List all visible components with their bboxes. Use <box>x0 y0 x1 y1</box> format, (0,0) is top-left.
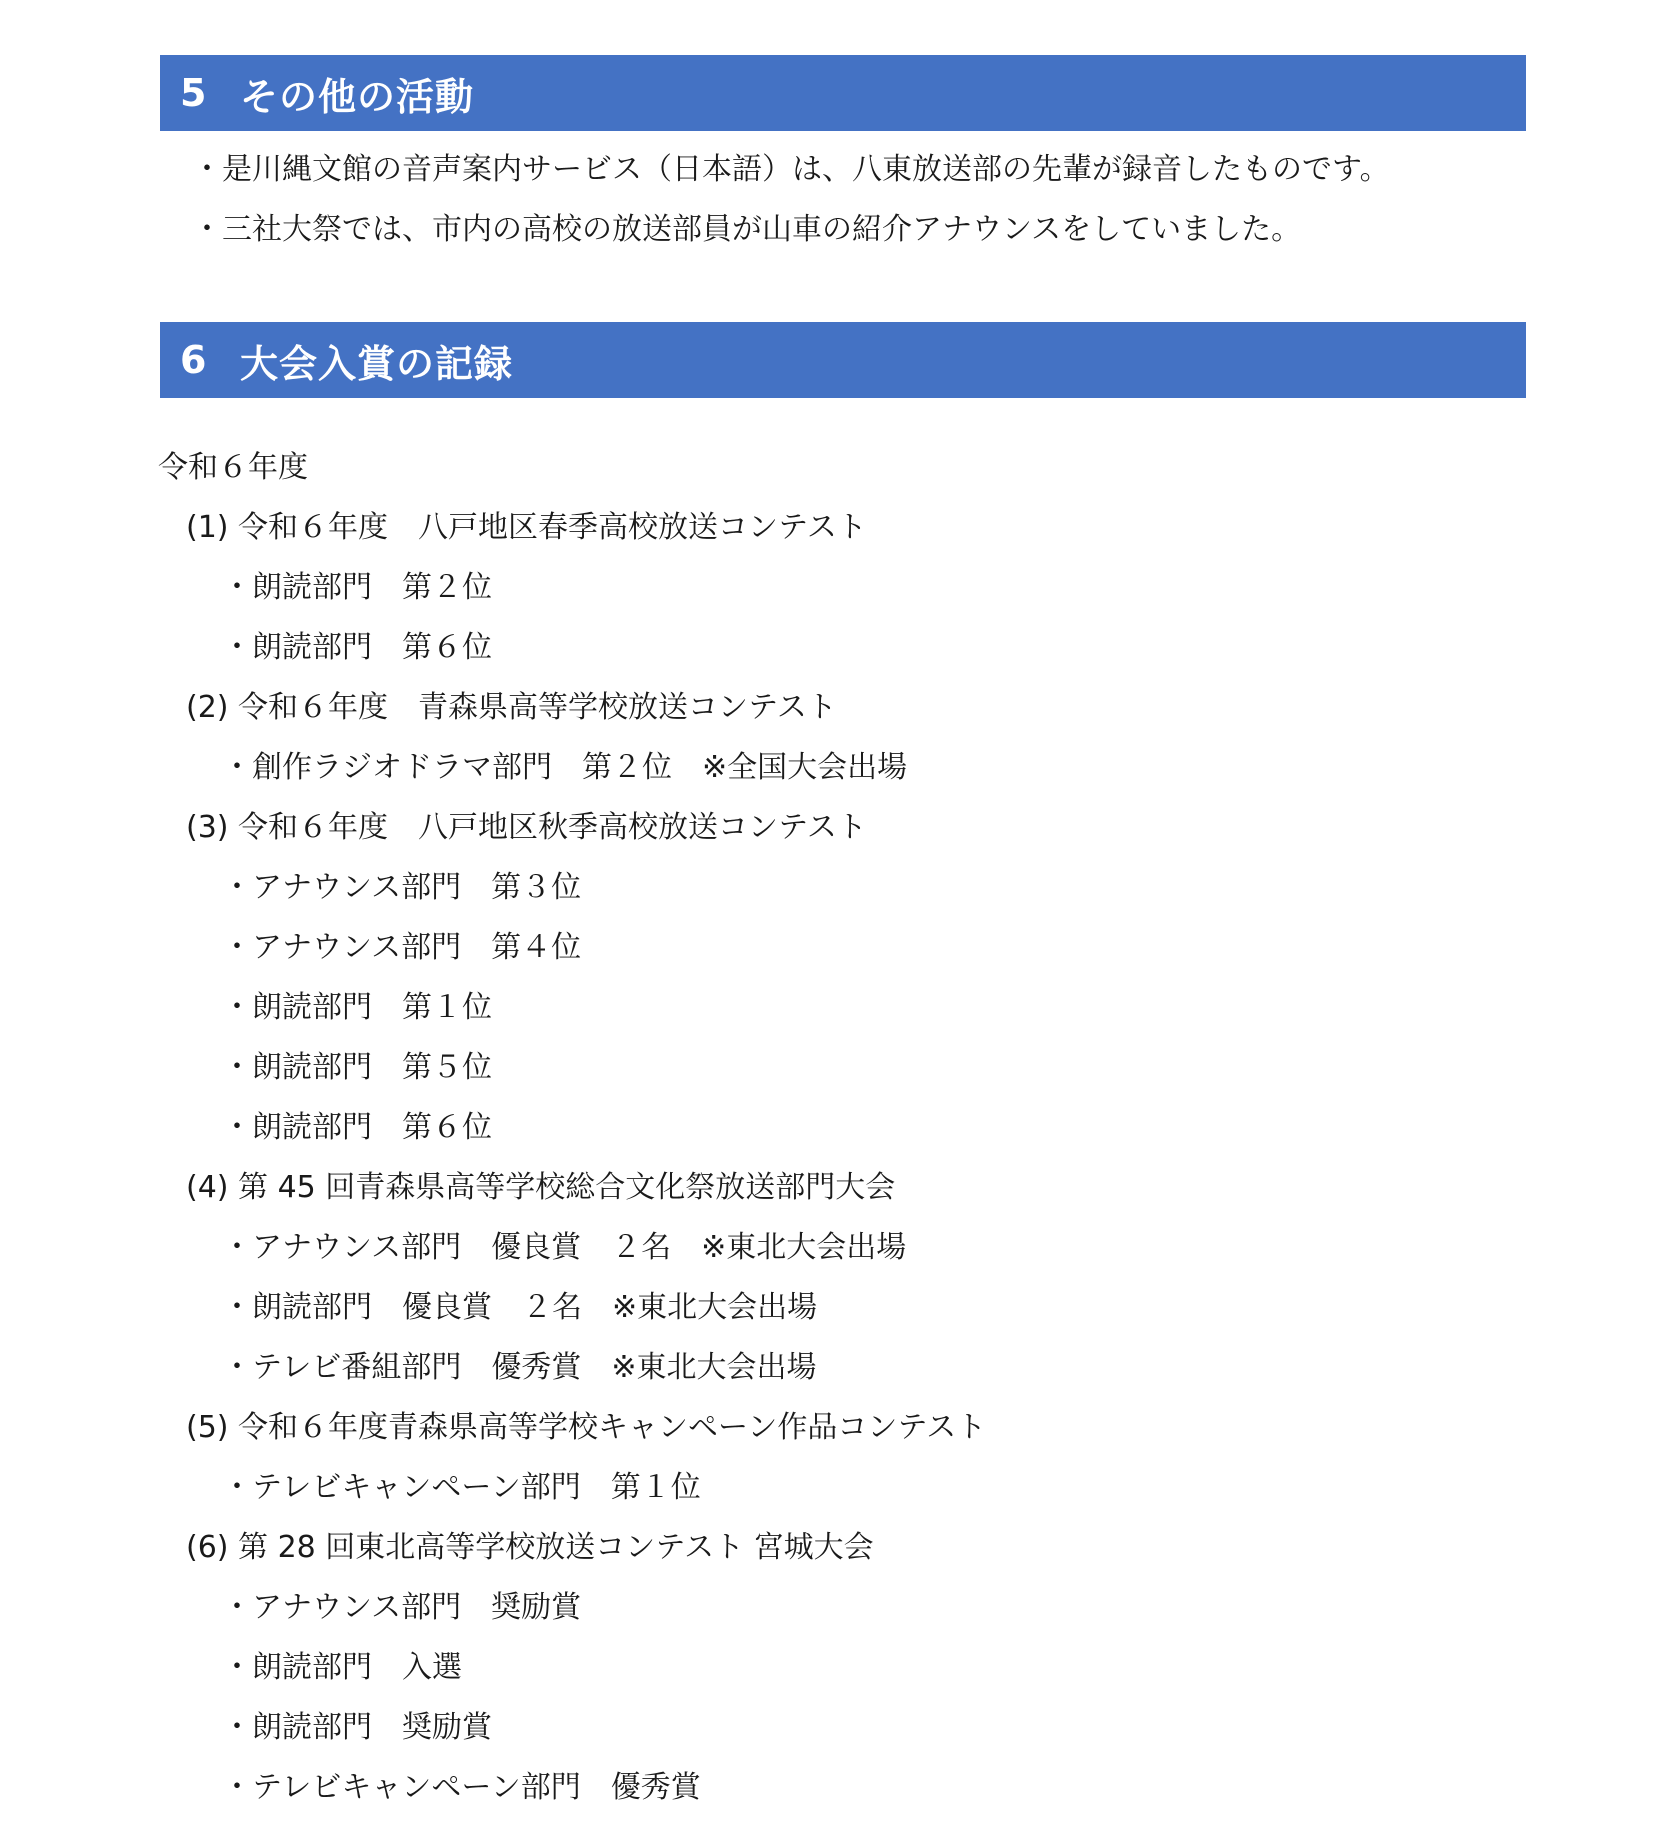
contest-title: (3) 令和６年度 八戸地区秋季高校放送コンテスト <box>186 810 867 845</box>
award-item: ・朗読部門 第２位 <box>222 570 492 605</box>
section-title: その他の活動 <box>240 74 475 119</box>
award-item: ・創作ラジオドラマ部門 第２位 ※全国大会出場 <box>222 750 908 785</box>
section-number: 6 <box>180 338 208 382</box>
award-item: ・朗読部門 第１位 <box>222 990 492 1025</box>
award-item: ・朗読部門 第５位 <box>222 1050 492 1085</box>
section-number: 5 <box>180 71 208 115</box>
award-item: ・アナウンス部門 第４位 <box>222 930 582 965</box>
contest-title: (1) 令和６年度 八戸地区春季高校放送コンテスト <box>186 510 867 545</box>
fiscal-year-label: 令和６年度 <box>158 450 308 485</box>
activity-item: ・是川縄文館の音声案内サービス（日本語）は、八東放送部の先輩が録音したものです。 <box>192 152 1390 187</box>
award-item: ・朗読部門 第６位 <box>222 1110 492 1145</box>
award-item: ・テレビキャンペーン部門 第１位 <box>222 1470 701 1505</box>
section-5-header <box>160 55 1526 131</box>
award-item: ・朗読部門 入選 <box>222 1650 462 1685</box>
award-item: ・アナウンス部門 優良賞 ２名 ※東北大会出場 <box>222 1230 907 1265</box>
award-item: ・朗読部門 第６位 <box>222 630 492 665</box>
award-item: ・朗読部門 奨励賞 <box>222 1710 492 1745</box>
contest-title: (6) 第 28 回東北高等学校放送コンテスト 宮城大会 <box>186 1530 874 1565</box>
section-6-header <box>160 322 1526 398</box>
activity-item: ・三社大祭では、市内の高校の放送部員が山車の紹介アナウンスをしていました。 <box>192 212 1302 247</box>
award-item: ・朗読部門 優良賞 ２名 ※東北大会出場 <box>222 1290 818 1325</box>
contest-title: (5) 令和６年度青森県高等学校キャンペーン作品コンテスト <box>186 1410 987 1445</box>
section-title: 大会入賞の記録 <box>240 341 514 386</box>
contest-title: (4) 第 45 回青森県高等学校総合文化祭放送部門大会 <box>186 1170 896 1205</box>
award-item: ・アナウンス部門 奨励賞 <box>222 1590 582 1625</box>
contest-title: (2) 令和６年度 青森県高等学校放送コンテスト <box>186 690 837 725</box>
award-item: ・アナウンス部門 第３位 <box>222 870 582 905</box>
award-item: ・テレビキャンペーン部門 優秀賞 <box>222 1770 701 1805</box>
award-item: ・テレビ番組部門 優秀賞 ※東北大会出場 <box>222 1350 817 1385</box>
